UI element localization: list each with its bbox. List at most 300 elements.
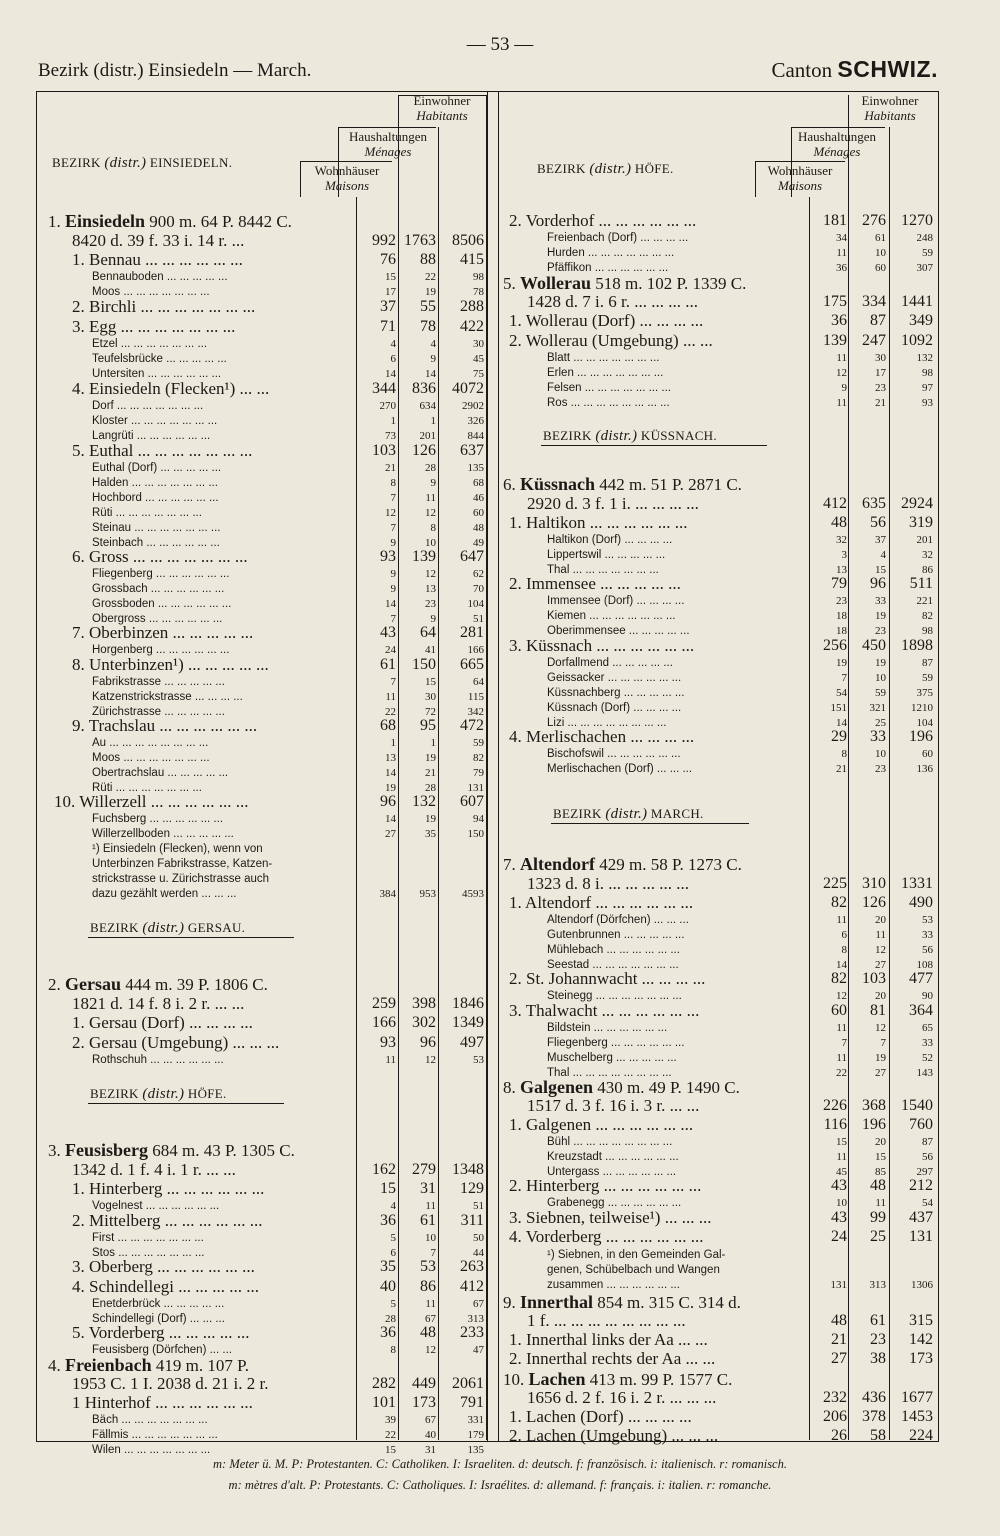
households-value: 27 [875, 959, 886, 971]
place-name: Fabrikstrasse ... ... ... ... ... [92, 676, 225, 688]
inhabitants-value: 342 [467, 706, 484, 718]
households-value: 20 [875, 914, 886, 926]
table-row [503, 1150, 935, 1166]
households-value: 22 [425, 271, 436, 283]
locality-heading-row [48, 975, 488, 994]
place-name: Seestad ... ... ... ... ... ... ... [547, 959, 679, 971]
inhabitants-value: 2061 [452, 1375, 484, 1392]
place-name: 1. Wollerau (Dorf) ... ... ... ... [509, 312, 704, 330]
inhabitants-value: 375 [916, 687, 933, 699]
table-row [48, 857, 488, 873]
place-name: 2. Vorderhof ... ... ... ... ... ... [509, 212, 697, 230]
houses-value: 206 [823, 1408, 847, 1425]
inhabitants-value: 233 [460, 1324, 484, 1341]
households-value: 19 [875, 657, 886, 669]
place-name: strickstrasse u. Zürichstrasse auch [92, 873, 270, 885]
houses-value: 39 [385, 1414, 396, 1426]
table-row [48, 461, 488, 477]
houses-value: 21 [385, 462, 396, 474]
header-rule [755, 161, 845, 162]
inhabitants-value: 422 [460, 318, 484, 335]
table-row [48, 812, 488, 828]
place-name: Freienbach (Dorf) ... ... ... ... [547, 232, 689, 244]
table-row [48, 872, 488, 888]
place-name: Grossboden ... ... ... ... ... ... [92, 598, 232, 610]
table-row [503, 762, 935, 778]
houses-value: 14 [385, 813, 396, 825]
households-value: 4 [880, 549, 886, 561]
locality-heading-row [503, 1370, 935, 1389]
place-name: 5. Wollerau 518 m. 102 P. 1339 C. [503, 274, 747, 293]
table-row [503, 1097, 935, 1113]
households-value: 398 [412, 995, 436, 1012]
inhabitants-value: 1349 [452, 1014, 484, 1031]
locality-heading-row [48, 1356, 488, 1375]
place-name: 2. Wollerau (Umgebung) ... ... [509, 332, 713, 350]
place-name: 2920 d. 3 f. 1 i. ... ... ... ... [527, 495, 699, 513]
households-value: 12 [425, 507, 436, 519]
table-row [503, 1209, 935, 1225]
inhabitants-value: 90 [922, 990, 933, 1002]
table-row [48, 1258, 488, 1274]
table-row [48, 995, 488, 1011]
households-value: 10 [875, 672, 886, 684]
houses-value: 19 [836, 657, 847, 669]
houses-value: 11 [836, 914, 847, 926]
inhabitants-value: 68 [473, 477, 484, 489]
houses-value: 259 [372, 995, 396, 1012]
table-row [503, 366, 935, 382]
inhabitants-value: 319 [909, 514, 933, 531]
place-name: Feusisberg (Dörfchen) ... ... [92, 1344, 232, 1356]
houses-value: 11 [836, 247, 847, 259]
households-value: 9 [430, 477, 436, 489]
table-row [503, 575, 935, 591]
place-name: 3. Oberberg ... ... ... ... ... ... [72, 1258, 255, 1276]
households-value: 67 [425, 1414, 436, 1426]
houses-value: 175 [823, 293, 847, 310]
inhabitants-value: 59 [922, 672, 933, 684]
place-name: Bühl ... ... ... ... ... ... ... ... [547, 1136, 673, 1148]
inhabitants-value: 212 [909, 1177, 933, 1194]
houses-value: 166 [372, 1014, 396, 1031]
place-name: 2. Immensee ... ... ... ... ... [509, 575, 681, 593]
table-row [48, 842, 488, 858]
inhabitants-value: 288 [460, 298, 484, 315]
inhabitants-value: 51 [473, 1200, 484, 1212]
place-name: Fliegenberg ... ... ... ... ... ... [547, 1037, 685, 1049]
households-value: 19 [425, 286, 436, 298]
table-row [48, 1394, 488, 1410]
inhabitants-value: 65 [922, 1022, 933, 1034]
table-row [503, 594, 935, 610]
table-row [48, 318, 488, 334]
inhabitants-value: 1331 [901, 875, 933, 892]
place-name: Stos ... ... ... ... ... ... ... [92, 1247, 205, 1259]
households-value: 8 [430, 522, 436, 534]
place-name: Bäch ... ... ... ... ... ... ... [92, 1414, 208, 1426]
households-value: 449 [412, 1375, 436, 1392]
table-row [503, 495, 935, 511]
houses-value: 412 [823, 495, 847, 512]
place-name: Halden ... ... ... ... ... ... ... [92, 477, 218, 489]
houses-value: 11 [836, 1022, 847, 1034]
wohnhaeuser-header: Wohnhäuser Maisons [314, 163, 380, 193]
households-value: 150 [412, 656, 436, 673]
inhabitants-value: 607 [460, 793, 484, 810]
table-row [48, 1231, 488, 1247]
table-row [503, 747, 935, 763]
table-row [503, 312, 935, 328]
houses-value: 36 [380, 1324, 396, 1341]
place-name: Teufelsbrücke ... ... ... ... ... [92, 353, 227, 365]
table-row [48, 1180, 488, 1196]
houses-value: 79 [831, 575, 847, 592]
inhabitants-value: 8506 [452, 232, 484, 249]
place-name: Kiemen ... ... ... ... ... ... ... [547, 610, 676, 622]
houses-value: 36 [831, 312, 847, 329]
households-value: 368 [862, 1097, 886, 1114]
inhabitants-value: 1846 [452, 995, 484, 1012]
inhabitants-value: 32 [922, 549, 933, 561]
place-name: 1656 d. 2 f. 16 i. 2 r. ... ... ... [527, 1389, 717, 1407]
inhabitants-value: 490 [909, 894, 933, 911]
table-row [503, 928, 935, 944]
houses-value: 48 [831, 514, 847, 531]
wohnhaeuser-header: Wohnhäuser Maisons [767, 163, 833, 193]
households-value: 19 [425, 752, 436, 764]
houses-value: 13 [836, 564, 847, 576]
inhabitants-value: 60 [473, 507, 484, 519]
table-row [48, 656, 488, 672]
place-name: Fuchsberg ... ... ... ... ... ... [92, 813, 224, 825]
inhabitants-value: 415 [460, 251, 484, 268]
table-row [48, 887, 488, 903]
houses-value: 23 [836, 595, 847, 607]
inhabitants-value: 497 [460, 1034, 484, 1051]
houses-value: 7 [390, 676, 396, 688]
table-row [503, 875, 935, 891]
houses-value: 8 [390, 477, 396, 489]
table-row [48, 675, 488, 691]
houses-value: 6 [390, 1247, 396, 1259]
inhabitants-value: 129 [460, 1180, 484, 1197]
place-name: Rothschuh ... ... ... ... ... ... [92, 1054, 224, 1066]
locality-heading-row [503, 855, 935, 874]
column-rule [300, 161, 301, 197]
inhabitants-value: 315 [909, 1312, 933, 1329]
inhabitants-value: 82 [922, 610, 933, 622]
column-rule [791, 127, 792, 197]
households-value: 139 [412, 548, 436, 565]
households-value: 23 [870, 1331, 886, 1348]
households-value: 15 [875, 1151, 886, 1163]
column-rule [338, 127, 339, 197]
einwohner-header: Einwohner Habitants [861, 93, 919, 123]
table-row [503, 686, 935, 702]
houses-value: 37 [380, 298, 396, 315]
houses-value: 10 [836, 1197, 847, 1209]
inhabitants-value: 93 [922, 397, 933, 409]
place-name: 4. Einsiedeln (Flecken¹) ... ... [72, 380, 270, 398]
houses-value: 162 [372, 1161, 396, 1178]
houses-value: 36 [380, 1212, 396, 1229]
inhabitants-value: 665 [460, 656, 484, 673]
houses-value: 8 [841, 748, 847, 760]
place-name: 2. Gersau 444 m. 39 P. 1806 C. [48, 975, 268, 994]
inhabitants-value: 59 [922, 247, 933, 259]
inhabitants-value: 87 [922, 657, 933, 669]
table-row [503, 514, 935, 530]
table-row [48, 1034, 488, 1050]
houses-value: 181 [823, 212, 847, 229]
houses-value: 96 [380, 793, 396, 810]
inhabitants-value: 263 [460, 1258, 484, 1275]
households-value: 103 [862, 970, 886, 987]
legend-german: m: Meter ü. M. P: Protestanten. C: Catholiken. I: Israeliten. d: deutsch. f: französisch. i: italienisch. r: romanisch. [213, 1457, 787, 1471]
place-name: Hurden ... ... ... ... ... ... ... [547, 247, 675, 259]
header-rule [791, 127, 885, 128]
table-row [503, 1135, 935, 1151]
houses-value: 151 [830, 702, 847, 714]
houses-value: 232 [823, 1389, 847, 1406]
locality-heading-row [503, 475, 935, 494]
inhabitants-value: 349 [909, 312, 933, 329]
households-value: 60 [875, 262, 886, 274]
inhabitants-value: 179 [467, 1429, 484, 1441]
houses-value: 7 [841, 1037, 847, 1049]
households-value: 61 [420, 1212, 436, 1229]
inhabitants-value: 115 [467, 691, 484, 703]
place-name: 10. Willerzell ... ... ... ... ... ... [54, 793, 249, 811]
households-value: 48 [870, 1177, 886, 1194]
houses-value: 4 [390, 1200, 396, 1212]
place-name: Moos ... ... ... ... ... ... ... [92, 286, 210, 298]
houses-value: 7 [390, 522, 396, 534]
place-name: Untergass ... ... ... ... ... ... [547, 1166, 677, 1178]
households-value: 12 [875, 944, 886, 956]
table-row [503, 913, 935, 929]
inhabitants-value: 135 [467, 462, 484, 474]
table-row [503, 894, 935, 910]
households-value: 17 [875, 367, 886, 379]
households-value: 953 [419, 888, 436, 900]
households-value: 11 [875, 1197, 886, 1209]
place-name: 1. Haltikon ... ... ... ... ... ... [509, 514, 688, 532]
inhabitants-value: 46 [473, 492, 484, 504]
locality-heading-row [503, 274, 935, 293]
inhabitants-value: 98 [922, 367, 933, 379]
place-name: First ... ... ... ... ... ... ... [92, 1232, 204, 1244]
place-name: Untersiten ... ... ... ... ... ... [92, 368, 222, 380]
place-name: Haltikon (Dorf) ... ... ... ... [547, 534, 673, 546]
place-name: Schindellegi (Dorf) ... ... ... [92, 1313, 225, 1325]
inhabitants-value: 1540 [901, 1097, 933, 1114]
houses-value: 15 [836, 1136, 847, 1148]
households-value: 40 [425, 1429, 436, 1441]
households-value: 86 [420, 1278, 436, 1295]
houses-value: 18 [836, 610, 847, 622]
inhabitants-value: 142 [909, 1331, 933, 1348]
inhabitants-value: 1677 [901, 1389, 933, 1406]
households-value: 38 [870, 1350, 886, 1367]
table-row [48, 1053, 488, 1069]
households-value: 9 [430, 353, 436, 365]
place-name: Grossbach ... ... ... ... ... ... [92, 583, 225, 595]
place-name: 2. Hinterberg ... ... ... ... ... ... [509, 1177, 702, 1195]
households-value: 85 [875, 1166, 886, 1178]
houses-value: 11 [836, 1151, 847, 1163]
inhabitants-value: 56 [922, 1151, 933, 1163]
households-value: 11 [425, 1298, 436, 1310]
place-name: 3. Egg ... ... ... ... ... ... ... [72, 318, 236, 336]
inhabitants-value: 49 [473, 537, 484, 549]
inhabitants-value: 307 [916, 262, 933, 274]
households-value: 25 [870, 1228, 886, 1245]
houses-value: 27 [831, 1350, 847, 1367]
households-value: 196 [862, 1116, 886, 1133]
place-name: Enetderbrück ... ... ... ... ... [92, 1298, 225, 1310]
table-row [503, 656, 935, 672]
place-name: Willerzellboden ... ... ... ... ... [92, 828, 234, 840]
place-name: Au ... ... ... ... ... ... ... ... [92, 737, 209, 749]
inhabitants-value: 311 [460, 1212, 484, 1229]
place-name: Unterbinzen Fabrikstrasse, Katzen- [92, 858, 273, 870]
section-title-hoefe-right: BEZIRK (distr.) HÖFE. [537, 161, 674, 177]
table-row [503, 332, 935, 348]
inhabitants-value: 132 [916, 352, 933, 364]
place-name: Langrüti ... ... ... ... ... ... [92, 430, 211, 442]
households-value: 11 [425, 1200, 436, 1212]
households-value: 11 [425, 492, 436, 504]
households-value: 87 [870, 312, 886, 329]
inhabitants-value: 51 [473, 613, 484, 625]
left-column [48, 93, 488, 1456]
households-value: 61 [875, 232, 886, 244]
houses-value: 61 [380, 656, 396, 673]
section-underline [551, 823, 749, 824]
households-value: 67 [425, 1313, 436, 1325]
table-row [503, 1389, 935, 1405]
table-row [503, 1427, 935, 1443]
houses-value: 8 [841, 944, 847, 956]
table-row [48, 232, 488, 248]
table-row [48, 442, 488, 458]
table-row [503, 1051, 935, 1067]
table-row [503, 548, 935, 564]
inhabitants-value: 2924 [901, 495, 933, 512]
inhabitants-value: 108 [916, 959, 933, 971]
households-value: 1 [430, 737, 436, 749]
inhabitants-value: 131 [467, 782, 484, 794]
houses-value: 45 [836, 1166, 847, 1178]
inhabitants-value: 1348 [452, 1161, 484, 1178]
houses-value: 18 [836, 625, 847, 637]
table-row [503, 381, 935, 397]
households-value: 41 [425, 644, 436, 656]
place-name: 1. Innerthal links der Aa ... ... [509, 1331, 708, 1349]
inhabitants-value: 221 [916, 595, 933, 607]
place-name: 4. Merlischachen ... ... ... ... [509, 728, 695, 746]
houses-value: 116 [823, 1116, 847, 1133]
place-name: 1. Gersau (Dorf) ... ... ... ... [72, 1014, 253, 1032]
inhabitants-value: 30 [473, 338, 484, 350]
houses-value: 992 [372, 232, 396, 249]
table-row [48, 1161, 488, 1177]
inhabitants-value: 94 [473, 813, 484, 825]
inhabitants-value: 313 [467, 1313, 484, 1325]
place-name: Hochbord ... ... ... ... ... ... [92, 492, 219, 504]
place-name: Euthal (Dorf) ... ... ... ... ... [92, 462, 222, 474]
place-name: 6. Küssnach 442 m. 51 P. 2871 C. [503, 475, 742, 494]
place-name: Thal ... ... ... ... ... ... ... [547, 564, 659, 576]
place-name: Moos ... ... ... ... ... ... ... [92, 752, 210, 764]
inhabitants-value: 281 [460, 624, 484, 641]
households-value: 35 [425, 828, 436, 840]
table-row [503, 1002, 935, 1018]
place-name: Oberimmensee ... ... ... ... ... [547, 625, 690, 637]
households-value: 88 [420, 251, 436, 268]
table-row [48, 751, 488, 767]
inhabitants-value: 48 [473, 522, 484, 534]
table-row [48, 793, 488, 809]
households-value: 7 [430, 1247, 436, 1259]
locality-heading-row [503, 1078, 935, 1097]
place-name: Felsen ... ... ... ... ... ... ... [547, 382, 671, 394]
place-name: Merlischachen (Dorf) ... ... ... [547, 763, 693, 775]
houses-value: 93 [380, 1034, 396, 1051]
place-name: Küssnachberg ... ... ... ... ... [547, 687, 685, 699]
table-row [503, 1021, 935, 1037]
inhabitants-value: 104 [916, 717, 933, 729]
table-row [503, 943, 935, 959]
place-name: 4. Schindellegi ... ... ... ... ... [72, 1278, 259, 1296]
table-row [48, 1413, 488, 1429]
place-name: 2. Innerthal rechts der Aa ... ... [509, 1350, 716, 1368]
houses-value: 256 [823, 637, 847, 654]
houses-value: 40 [380, 1278, 396, 1295]
households-value: 247 [862, 332, 886, 349]
houses-value: 82 [831, 894, 847, 911]
place-name: 5. Euthal ... ... ... ... ... ... ... [72, 442, 253, 460]
table-row [48, 399, 488, 415]
legend-french: m: mètres d'alt. P: Protestants. C: Catholiques. I: Israélites. d: allemand. f: français. i: italien. r: romanche. [228, 1478, 772, 1492]
houses-value: 11 [836, 1052, 847, 1064]
locality-heading-row [48, 212, 488, 231]
houses-value: 7 [390, 613, 396, 625]
table-row [48, 506, 488, 522]
households-value: 55 [420, 298, 436, 315]
households-value: 48 [420, 1324, 436, 1341]
households-value: 313 [869, 1279, 886, 1291]
inhabitants-value: 1441 [901, 293, 933, 310]
place-name: Dorfallmend ... ... ... ... ... [547, 657, 673, 669]
table-row [503, 212, 935, 228]
place-name: 2. Lachen (Umgebung) ... ... ... [509, 1427, 719, 1445]
inhabitants-value: 67 [473, 1298, 484, 1310]
inhabitants-value: 1092 [901, 332, 933, 349]
place-name: 1. Bennau ... ... ... ... ... ... [72, 251, 243, 269]
houses-value: 9 [390, 568, 396, 580]
inhabitants-value: 224 [909, 1427, 933, 1444]
houses-value: 6 [390, 353, 396, 365]
houses-value: 6 [841, 929, 847, 941]
households-value: 20 [875, 990, 886, 1002]
table-row [48, 1375, 488, 1391]
inhabitants-value: 54 [922, 1197, 933, 1209]
inhabitants-value: 98 [473, 271, 484, 283]
place-name: dazu gezählt werden ... ... ... [92, 888, 237, 900]
